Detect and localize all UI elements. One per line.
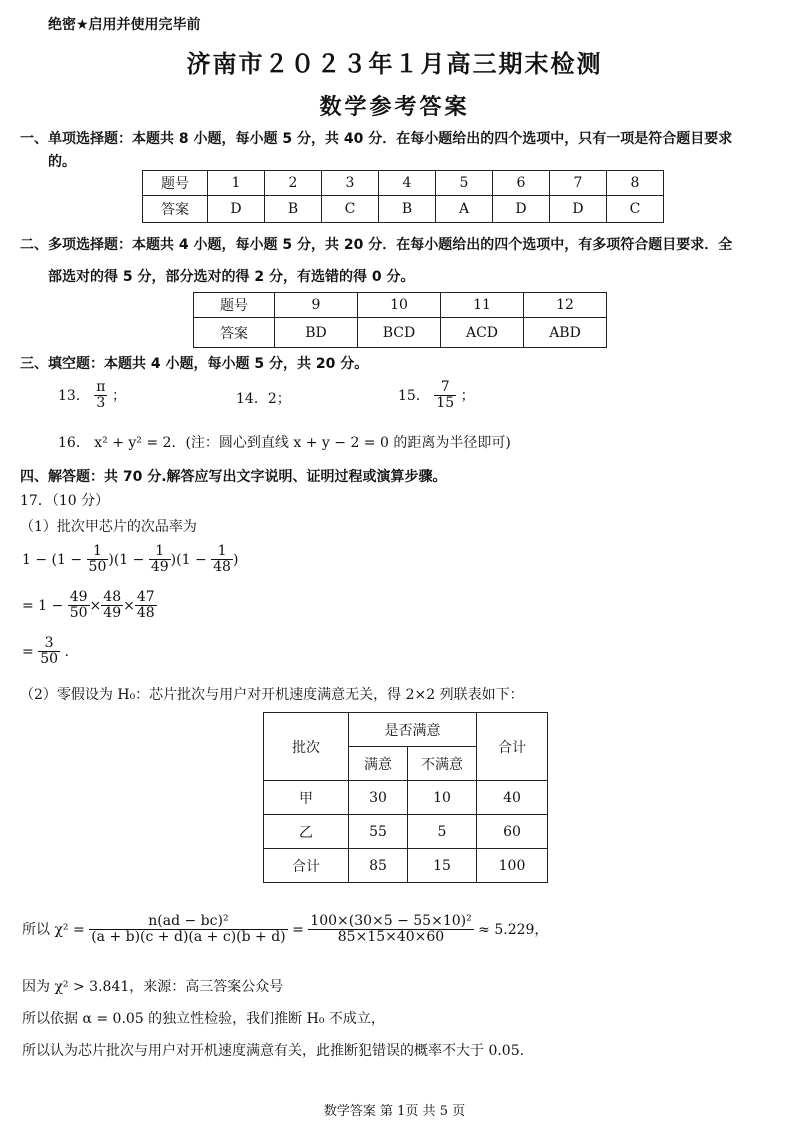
question-number: 10 [358,293,441,318]
operator: )(1 − [108,551,149,568]
question-number: 3 [322,171,379,196]
because-statement: 因为 χ² > 3.841，来源：高三答案公众号 [22,979,284,995]
q15-label: 15． [398,387,430,404]
fraction-1-49 [149,544,171,576]
table-row [264,815,548,849]
answer-cell: B [379,196,436,223]
cell-unsatisfied: 10 [408,781,477,815]
section3-heading: 三、填空题：本题共 4 小题，每小题 5 分，共 20 分。 [20,356,369,372]
header-satisfied: 满意 [349,747,408,781]
question-number: 2 [265,171,322,196]
answer-cell: C [322,196,379,223]
operator: )(1 − [170,551,212,568]
fraction-denominator: 50 [88,559,107,576]
question-number: 6 [493,171,550,196]
q16-answer: 16． x² + y² = 2．(注：圆心到直线 x + y − 2 = 0 的距离为半径即可) [58,435,511,451]
header-total: 合计 [477,713,548,781]
answer-cell: BCD [358,318,441,348]
q13-label: 13． [58,387,90,404]
table-row-label: 题号 [143,171,208,196]
section2-answer-table [193,292,607,348]
conclusion-line2: 所以认为芯片批次与用户对开机速度满意有关，此推断犯错误的概率不大于 0.05. [22,1043,525,1059]
q15-answer [398,380,475,412]
operator: × [123,597,135,614]
fraction-3-50 [38,636,60,668]
fraction-numerator: 100×(30×5 − 55×10)² [310,913,472,929]
answer-cell: D [493,196,550,223]
fraction-numerator: n(ad − bc)² [89,914,287,930]
cell-unsatisfied: 15 [408,849,477,883]
answer-cell: D [208,196,265,223]
header-batch: 批次 [264,713,349,781]
section2-heading-line2: 部选对的得 5 分，部分选对的得 2 分，有选错的得 0 分。 [48,269,415,285]
step1-lead: 1 − (1 − [22,551,87,568]
step3-expression [22,636,69,668]
section1-answer-table [142,170,664,223]
answer-cell: ABD [524,318,607,348]
fraction-1-48 [211,544,233,576]
question-number: 5 [436,171,493,196]
fraction-numerator: 49 [69,589,88,605]
fraction-48-49 [101,590,123,622]
fraction-denominator: 3 [96,395,106,412]
question-number: 1 [208,171,265,196]
part1-label: （1）批次甲芯片的次品率为 [20,519,197,535]
part2-label: （2）零假设为 H₀：芯片批次与用户对开机速度满意无关，得 2×2 列联表如下： [20,687,524,703]
chi-formula-fraction [89,914,287,946]
fraction-denominator: 50 [40,651,59,668]
step2-expression [22,590,157,622]
chi-square-formula [22,914,548,946]
answer-cell: A [436,196,493,223]
answer-cell: ACD [441,318,524,348]
fraction-numerator: 47 [136,589,155,605]
cell-total: 100 [477,849,548,883]
page-subtitle: 数学参考答案 [319,94,470,120]
operator: × [89,597,102,614]
q13-answer [58,380,126,412]
q17-label: 17．（10 分） [20,493,110,509]
chi-result: ≈ 5.229， [473,921,549,938]
fraction-numerator: 1 [211,544,233,560]
fraction-denominator: 15 [436,395,455,412]
chi-equals: = [287,921,309,938]
q15-fraction [434,380,456,412]
chi-value-fraction [308,914,473,946]
page-footer: 数学答案 第 1页 共 5 页 [323,1104,466,1119]
table-row-label: 答案 [194,318,275,348]
question-number: 4 [379,171,436,196]
fraction-denominator: (a + b)(c + d)(a + c)(b + d) [91,929,286,946]
row-label: 合计 [264,849,349,883]
cell-satisfied: 55 [349,815,408,849]
table-row [264,849,548,883]
step1-expression [22,544,238,576]
fraction-numerator: 7 [434,380,456,396]
fraction-numerator: 48 [103,589,122,605]
question-number: 12 [524,293,607,318]
step3-lead: = [22,643,39,660]
fraction-1-50 [87,544,109,576]
fraction-47-48 [135,590,157,622]
answer-cell: BD [275,318,358,348]
fraction-numerator: 3 [38,636,60,652]
header-satisfied-group: 是否满意 [349,713,477,747]
question-number: 7 [550,171,607,196]
fraction-49-50 [68,590,90,622]
cell-total: 40 [477,781,548,815]
question-number: 8 [607,171,664,196]
chi-lead: 所以 χ² = [22,921,90,938]
table-row-label: 答案 [143,196,208,223]
fraction-denominator: 49 [150,559,169,576]
fraction-denominator: 48 [136,605,155,622]
fraction-denominator: 85×15×40×60 [337,929,445,946]
fraction-denominator: 49 [103,605,122,622]
confidential-label: 绝密★启用并使用完毕前 [48,17,201,33]
conclusion-line1: 所以依据 α = 0.05 的独立性检验，我们推断 H₀ 不成立， [22,1011,385,1027]
table-row-label: 题号 [194,293,275,318]
row-label: 甲 [264,781,349,815]
fraction-denominator: 50 [69,605,88,622]
step2-lead: = 1 − [22,597,68,614]
contingency-table [263,712,548,883]
fraction-numerator: 1 [87,544,109,560]
answer-cell: C [607,196,664,223]
answer-cell: D [550,196,607,223]
header-unsatisfied: 不满意 [408,747,477,781]
q15-tail: ； [460,387,475,404]
q13-tail: ； [111,387,126,404]
section1-heading-line2: 的。 [48,154,76,170]
q14-answer: 14．2； [236,391,291,407]
section2-heading-line1: 二、多项选择题：本题共 4 小题，每小题 5 分，共 20 分．在每小题给出的四个选项中，有多项符合题目要求．全 [20,237,733,253]
fraction-denominator: 48 [213,559,231,576]
section1-heading-line1: 一、单项选择题：本题共 8 小题，每小题 5 分，共 40 分．在每小题给出的四个选项中，只有一项是符合题目要求 [20,131,733,147]
step1-tail: ) [232,551,239,568]
cell-unsatisfied: 5 [408,815,477,849]
cell-total: 60 [477,815,548,849]
step3-tail: . [60,643,69,660]
question-number: 9 [275,293,358,318]
section4-heading: 四、解答题：共 70 分.解答应写出文字说明、证明过程或演算步骤。 [20,469,447,485]
question-number: 11 [441,293,524,318]
q13-fraction [94,380,107,412]
fraction-numerator: 1 [149,544,171,560]
fraction-numerator: π [96,379,106,395]
answer-cell: B [265,196,322,223]
row-label: 乙 [264,815,349,849]
cell-satisfied: 85 [349,849,408,883]
cell-satisfied: 30 [349,781,408,815]
page-title: 济南市２０２３年１月高三期末检测 [186,49,603,78]
table-row [264,781,548,815]
